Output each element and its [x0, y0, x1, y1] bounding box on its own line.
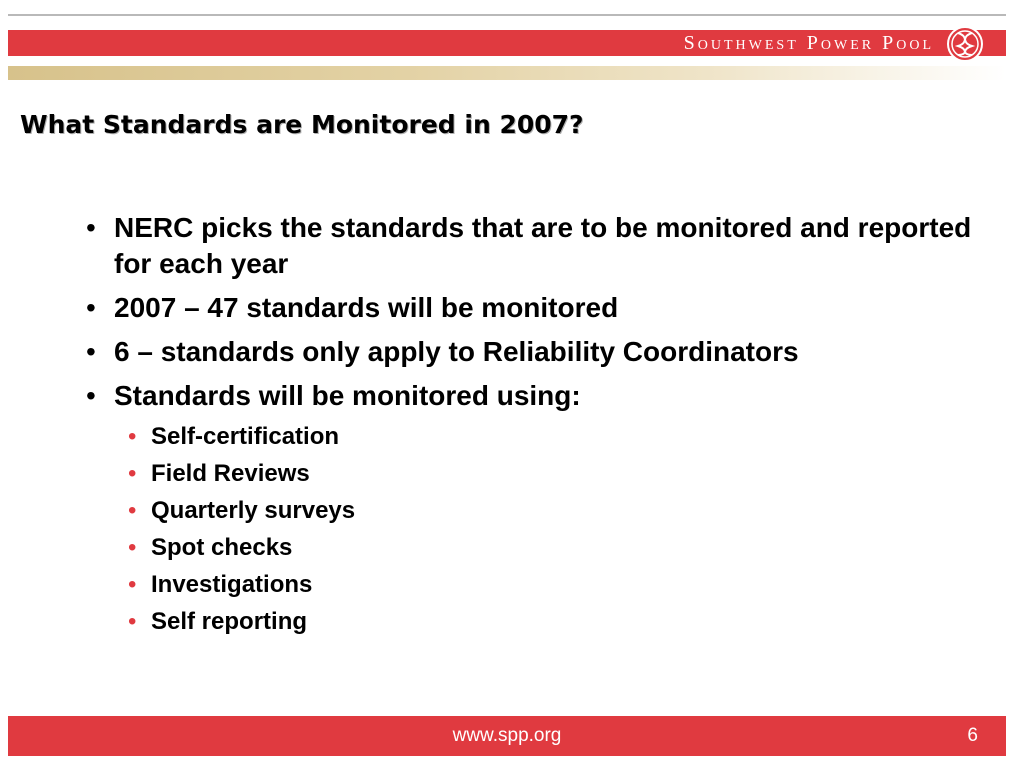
sub-bullet-item: [120, 570, 984, 600]
sub-bullet-text: Field Reviews: [151, 460, 310, 487]
bullet-dot-icon: •: [86, 380, 96, 411]
red-bullet-dot-icon: •: [128, 534, 137, 561]
brand-name: Southwest Power Pool: [683, 32, 934, 54]
red-bullet-dot-icon: •: [128, 608, 137, 635]
bullet-dot-icon: •: [86, 336, 96, 367]
red-bullet-dot-icon: •: [128, 497, 137, 524]
bullet-text: 2007 – 47 standards will be monitored: [114, 292, 619, 323]
bullet-item: [84, 334, 984, 370]
header-band: [8, 30, 1006, 56]
top-rule: [8, 14, 1006, 16]
slide-title: What Standards are Monitored in 2007?: [20, 110, 584, 139]
red-bullet-dot-icon: •: [128, 460, 137, 487]
bullet-item: [84, 210, 984, 282]
bullet-item: [84, 290, 984, 326]
bullet-list: [84, 210, 984, 644]
red-bullet-dot-icon: •: [128, 571, 137, 598]
sub-bullet-item: [120, 607, 984, 637]
sub-bullet-container: [84, 422, 984, 637]
sub-bullet-item: [120, 533, 984, 563]
bullet-dot-icon: •: [86, 212, 96, 243]
page-number: 6: [967, 725, 978, 746]
bullet-text: Standards will be monitored using:: [114, 380, 581, 411]
bullet-dot-icon: •: [86, 292, 96, 323]
sub-bullet-text: Self reporting: [151, 608, 308, 635]
sub-bullet-text: Investigations: [151, 571, 313, 598]
sub-bullet-text: Self-certification: [151, 423, 340, 450]
bullet-text: NERC picks the standards that are to be monitored and reported for each year: [114, 212, 972, 279]
sub-bullet-list: [84, 422, 984, 637]
bullet-text: 6 – standards only apply to Reliability Coordinators: [114, 336, 799, 367]
spp-logo-graphic: [940, 24, 990, 64]
spp-logo-icon: [940, 24, 990, 64]
footer-band: [8, 716, 1006, 756]
gold-accent-band: [8, 66, 1006, 80]
bullet-item: [84, 378, 984, 414]
sub-bullet-item: [120, 459, 984, 489]
sub-bullet-text: Spot checks: [151, 534, 293, 561]
sub-bullet-item: [120, 422, 984, 452]
sub-bullet-item: [120, 496, 984, 526]
sub-bullet-text: Quarterly surveys: [151, 497, 356, 524]
footer-url-link[interactable]: www.spp.org: [452, 725, 562, 746]
red-bullet-dot-icon: •: [128, 423, 137, 450]
